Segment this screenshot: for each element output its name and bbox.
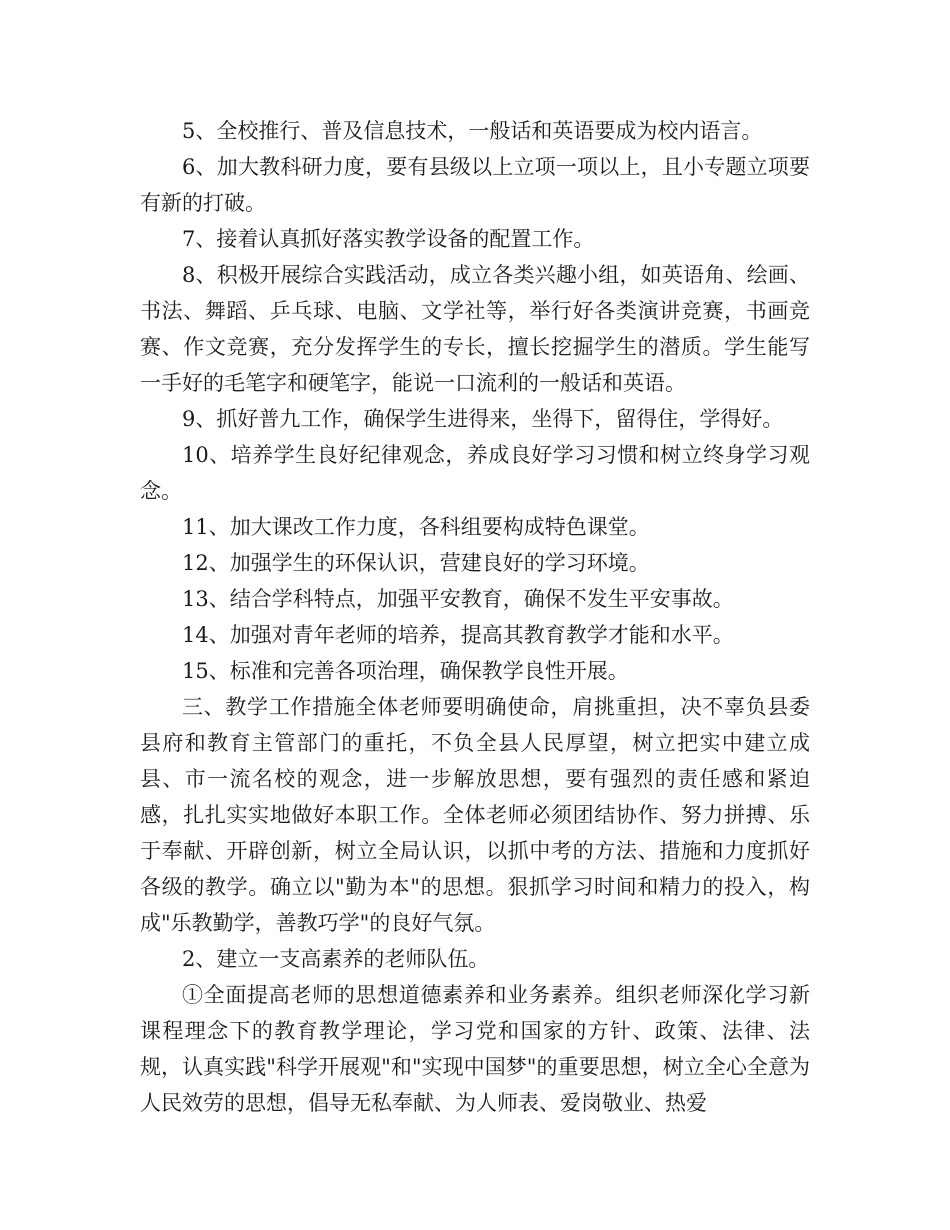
paragraph: ①全面提高老师的思想道德素养和业务素养。组织老师深化学习新课程理念下的教育教学理论，学习党和国家的方针、政策、法律、法规，认真实践"科学开展观"和"实现中国梦"的重要思想，树立全心全意为人民效劳的思想，倡导无私奉献、为人师表、爱岗敬业、热爱 (140, 983, 810, 1115)
paragraph: 13、结合学科特点，加强平安教育，确保不发生平安事故。 (182, 587, 734, 611)
paragraph: 2、建立一支高素养的老师队伍。 (182, 947, 490, 971)
paragraph: 11、加大课改工作力度，各科组要构成特色课堂。 (182, 515, 650, 539)
paragraph: 15、标准和完善各项治理，确保教学良性开展。 (182, 659, 629, 683)
paragraph: 9、抓好普九工作，确保学生进得来，坐得下，留得住，学得好。 (182, 407, 784, 431)
paragraph: 12、加强学生的环保认识，营建良好的学习环境。 (182, 551, 650, 575)
paragraph: 10、培养学生良好纪律观念，养成良好学习习惯和树立终身学习观念。 (140, 443, 810, 503)
document-body (140, 113, 810, 1121)
paragraph: 7、接着认真抓好落实教学设备的配置工作。 (182, 227, 595, 251)
paragraph: 5、全校推行、普及信息技术，一般话和英语要成为校内语言。 (182, 119, 763, 143)
paragraph: 6、加大教科研力度，要有县级以上立项一项以上，且小专题立项要有新的打破。 (140, 155, 810, 215)
paragraph: 8、积极开展综合实践活动，成立各类兴趣小组，如英语角、绘画、书法、舞蹈、乒乓球、电脑、文学社等，举行好各类演讲竞赛，书画竞赛、作文竞赛，充分发挥学生的专长，擅长挖掘学生的潜质。学生能写一手好的毛笔字和硬笔字，能说一口流利的一般话和英语。 (140, 263, 810, 395)
paragraph: 三、教学工作措施全体老师要明确使命，肩挑重担，决不辜负县委县府和教育主管部门的重托，不负全县人民厚望，树立把实中建立成县、市一流名校的观念，进一步解放思想，要有强烈的责任感和紧迫感，扎扎实实地做好本职工作。全体老师必须团结协作、努力拼搏、乐于奉献、开辟创新，树立全局认识，以抓中考的方法、措施和力度抓好各级的教学。确立以"勤为本"的思想。狠抓学习时间和精力的投入，构成"乐教勤学，善教巧学"的良好气氛。 (140, 695, 810, 935)
paragraph: 14、加强对青年老师的培养，提高其教育教学才能和水平。 (182, 623, 734, 647)
